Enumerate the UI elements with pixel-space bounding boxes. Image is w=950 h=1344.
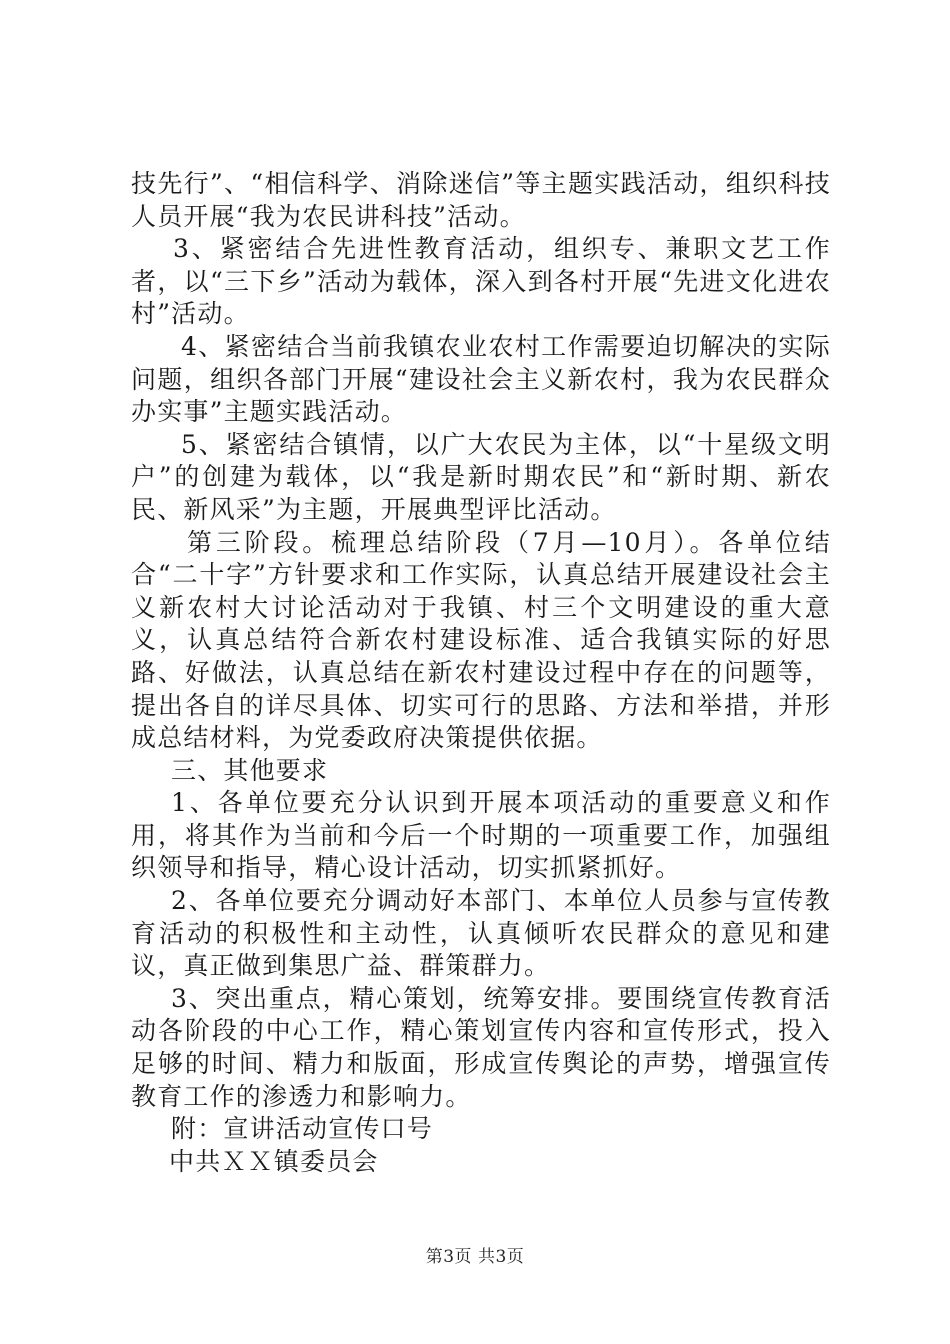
- paragraph-requirement-2: 2、各单位要充分调动好本部门、本单位人员参与宣传教育活动的积极性和主动性，认真倾听农民群众的意见和建议，真正做到集思广益、群策群力。: [131, 886, 831, 981]
- page-number-footer: 第3页 共3页: [425, 1247, 525, 1267]
- paragraph-tech-activity: 技先行”、“相信科学、消除迷信”等主题实践活动，组织科技人员开展“我为农民讲科技”活动。: [131, 169, 831, 231]
- paragraph-phase-three: 第三阶段。梳理总结阶段（7月—10月）。各单位结合“二十字”方针要求和工作实际，认真总结开展建设社会主义新农村大讨论活动对于我镇、村三个文明建设的重大意义，认真总结符合新农村建设标准、适合我镇实际的好思路、好做法，认真总结在新农村建设过程中存在的问题等，提出各自的详尽具体、切实可行的思路、方法和举措，并形成总结材料，为党委政府决策提供依据。: [131, 527, 831, 753]
- paragraph-requirement-3: 3、突出重点，精心策划，统筹安排。要围绕宣传教育活动各阶段的中心工作，精心策划宣传内容和宣传形式，投入足够的时间、精力和版面，形成宣传舆论的声势，增强宣传教育工作的渗透力和影响力。: [131, 983, 831, 1111]
- document-body: [131, 168, 831, 1178]
- paragraph-item-5-evaluation: 5、紧密结合镇情，以广大农民为主体，以“十星级文明户”的创建为载体，以“我是新时期农民”和“新时期、新农民、新风采”为主题，开展典型评比活动。: [131, 429, 831, 524]
- paragraph-item-3-culture: 3、紧密结合先进性教育活动，组织专、兼职文艺工作者，以“三下乡”活动为载体，深入到各村开展“先进文化进农村”活动。: [131, 234, 831, 329]
- paragraph-requirement-1: 1、各单位要充分认识到开展本项活动的重要意义和作用，将其作为当前和今后一个时期的一项重要工作，加强组织领导和指导，精心设计活动，切实抓紧抓好。: [131, 788, 831, 883]
- paragraph-attachment: 附：宣讲活动宣传口号: [171, 1114, 434, 1144]
- signature-organization: 中共ＸＸ镇委员会: [169, 1146, 379, 1176]
- paragraph-item-4-practical: 4、紧密结合当前我镇农业农村工作需要迫切解决的实际问题，组织各部门开展“建设社会主义新农村，我为农民群众办实事”主题实践活动。: [131, 331, 831, 427]
- section-heading-other-requirements: 三、其他要求: [171, 755, 329, 785]
